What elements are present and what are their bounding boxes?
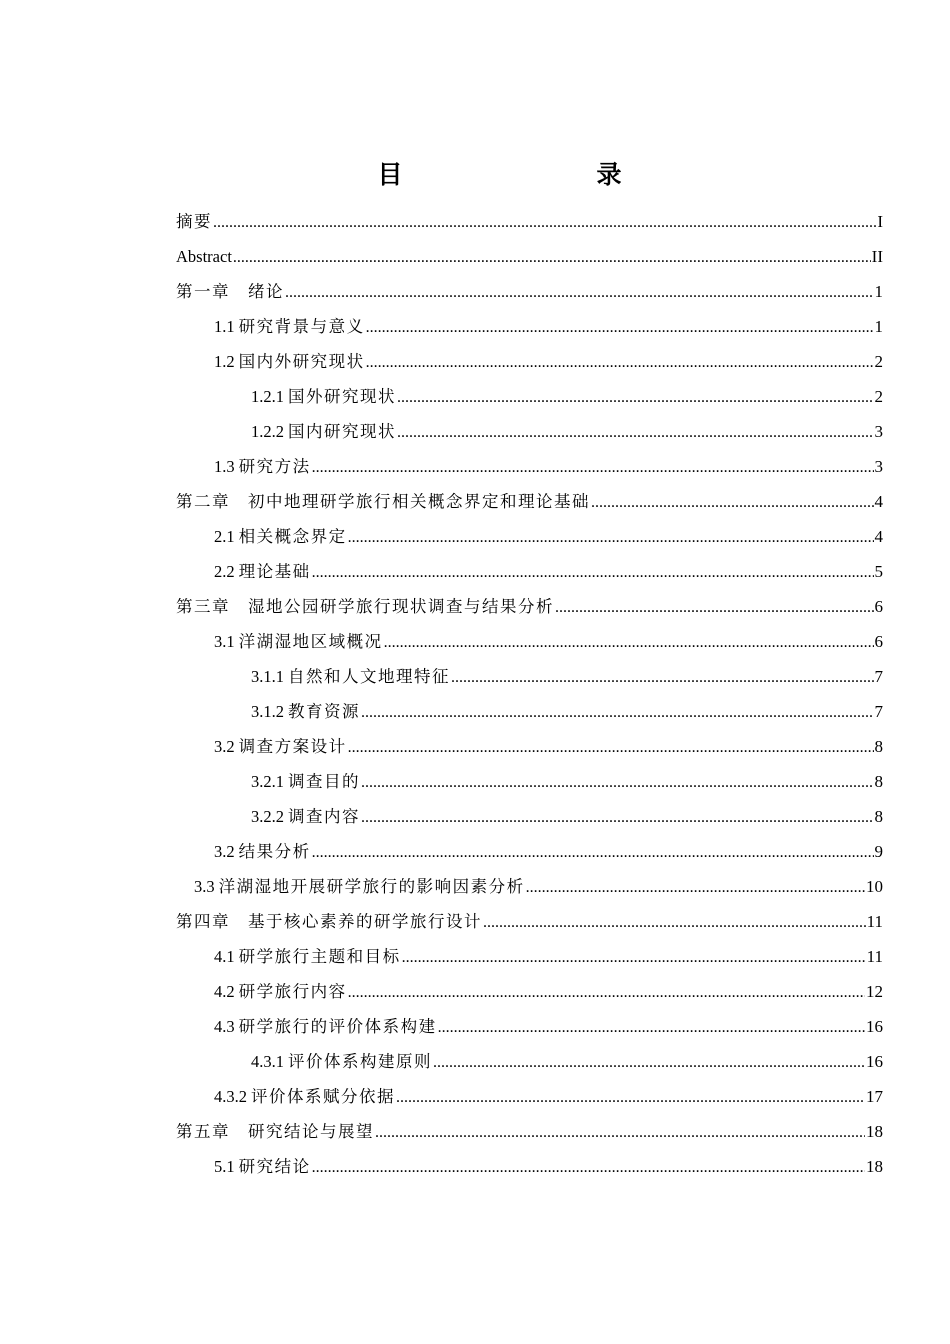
toc-entry[interactable]	[0, 449, 950, 484]
toc-entry-text: Abstract	[176, 246, 232, 266]
toc-page-number: 8	[874, 806, 883, 826]
toc-entry-number: 3.2	[214, 736, 235, 756]
toc-page-number: 8	[874, 771, 883, 791]
toc-entry[interactable]	[0, 939, 950, 974]
toc-entry-label	[214, 1157, 311, 1177]
toc-entry-number: 4.2	[214, 981, 235, 1001]
toc-entry[interactable]	[0, 239, 950, 274]
toc-page-number: 11	[866, 946, 883, 966]
toc-page-number: 6	[874, 596, 883, 616]
toc-page-number: I	[877, 211, 883, 231]
toc-entry-label	[214, 352, 365, 372]
toc-entry-label	[214, 842, 311, 862]
toc-dot-leader	[433, 1053, 865, 1073]
toc-entry-text: 评价体系构建原则	[288, 1051, 432, 1071]
toc-page-number: 2	[874, 386, 883, 406]
toc-dot-leader	[312, 563, 874, 583]
toc-entry-number: 1.3	[214, 456, 235, 476]
toc-entry[interactable]	[0, 764, 950, 799]
toc-dot-leader	[233, 248, 871, 268]
toc-page-number: 2	[874, 351, 883, 371]
toc-entry-label	[176, 912, 482, 932]
toc-entry[interactable]	[0, 204, 950, 239]
toc-entry[interactable]	[0, 379, 950, 414]
toc-page-number: 1	[874, 316, 883, 336]
toc-entry-text: 第五章 研究结论与展望	[176, 1121, 374, 1141]
toc-entry-label	[176, 282, 284, 302]
toc-page-number: 4	[874, 526, 883, 546]
toc-entry-text: 国外研究现状	[288, 386, 396, 406]
toc-entry-label	[251, 422, 396, 442]
toc-entry-text: 摘要	[176, 211, 212, 231]
toc-entry-text: 研究方法	[238, 456, 311, 476]
toc-dot-leader	[348, 528, 874, 548]
toc-entry[interactable]	[0, 624, 950, 659]
toc-dot-leader	[285, 283, 874, 303]
toc-page-number: 18	[866, 1121, 883, 1141]
toc-page-number: 6	[874, 631, 883, 651]
toc-entry[interactable]	[0, 799, 950, 834]
toc-entry-label	[214, 457, 311, 477]
toc-page-number: 11	[866, 911, 883, 931]
toc-entry-label	[194, 877, 525, 897]
toc-entry-label	[251, 1052, 432, 1072]
toc-entry-label	[214, 527, 347, 547]
toc-entry-text: 研学旅行主题和目标	[238, 946, 401, 966]
toc-entry-label	[251, 667, 450, 687]
toc-entry-label	[214, 982, 347, 1002]
toc-page-number: 8	[874, 736, 883, 756]
toc-entry-label	[176, 212, 212, 232]
toc-dot-leader	[366, 353, 874, 373]
toc-entry-text: 调查目的	[288, 771, 360, 791]
toc-entry-number: 1.2.1	[251, 386, 284, 406]
toc-dot-leader	[375, 1123, 865, 1143]
toc-entry[interactable]	[0, 834, 950, 869]
toc-page-number: 4	[874, 491, 883, 511]
toc-list	[0, 204, 950, 1184]
toc-entry-text: 洋湖湿地区域概况	[238, 631, 383, 651]
toc-entry[interactable]	[0, 554, 950, 589]
toc-page-number: 17	[866, 1086, 883, 1106]
toc-entry-number: 1.2	[214, 351, 235, 371]
toc-entry[interactable]	[0, 484, 950, 519]
toc-entry-label	[214, 947, 401, 967]
toc-entry[interactable]	[0, 344, 950, 379]
toc-entry[interactable]	[0, 1114, 950, 1149]
toc-entry-label	[251, 702, 360, 722]
toc-entry-label	[214, 562, 311, 582]
toc-dot-leader	[402, 948, 866, 968]
toc-entry-label	[214, 632, 383, 652]
toc-page-number: 3	[874, 456, 883, 476]
toc-page-number: 16	[866, 1016, 883, 1036]
toc-entry[interactable]	[0, 1079, 950, 1114]
toc-entry-label	[214, 737, 347, 757]
toc-entry[interactable]	[0, 519, 950, 554]
toc-entry-text: 理论基础	[238, 561, 311, 581]
toc-entry-number: 3.2.2	[251, 806, 284, 826]
toc-dot-leader	[397, 423, 874, 443]
toc-dot-leader	[384, 633, 874, 653]
toc-entry-label	[176, 1122, 374, 1142]
toc-entry-text: 国内研究现状	[288, 421, 396, 441]
toc-entry-label	[251, 807, 360, 827]
toc-entry-text: 调查内容	[288, 806, 360, 826]
toc-entry-number: 4.1	[214, 946, 235, 966]
toc-entry[interactable]	[0, 1009, 950, 1044]
toc-dot-leader	[361, 773, 874, 793]
toc-entry-number: 4.3	[214, 1016, 235, 1036]
toc-entry-text: 调查方案设计	[238, 736, 347, 756]
toc-page-number: 7	[874, 701, 883, 721]
toc-page-number: II	[871, 246, 883, 266]
toc-entry-number: 3.1.2	[251, 701, 284, 721]
toc-entry[interactable]	[0, 869, 950, 904]
toc-dot-leader	[312, 458, 874, 478]
toc-entry-number: 2.1	[214, 526, 235, 546]
toc-entry-text: 第三章 湿地公园研学旅行现状调查与结果分析	[176, 596, 554, 616]
toc-dot-leader	[312, 843, 874, 863]
toc-entry-number: 4.3.1	[251, 1051, 284, 1071]
toc-dot-leader	[438, 1018, 865, 1038]
toc-entry-number: 5.1	[214, 1156, 235, 1176]
toc-entry-number: 3.2	[214, 841, 235, 861]
toc-page-number: 1	[874, 281, 883, 301]
toc-dot-leader	[397, 388, 874, 408]
toc-page-number: 9	[874, 841, 883, 861]
toc-entry-label	[176, 492, 590, 512]
toc-entry-text: 自然和人文地理特征	[288, 666, 450, 686]
toc-page-number: 10	[866, 876, 883, 896]
toc-entry-text: 研究背景与意义	[238, 316, 365, 336]
toc-dot-leader	[396, 1088, 865, 1108]
toc-entry-number: 1.1	[214, 316, 235, 336]
toc-entry-text: 洋湖湿地开展研学旅行的影响因素分析	[218, 876, 525, 896]
toc-entry-label	[176, 597, 554, 617]
toc-entry-label	[214, 1017, 437, 1037]
toc-dot-leader	[348, 983, 865, 1003]
toc-page-number: 5	[874, 561, 883, 581]
toc-entry[interactable]	[0, 1044, 950, 1079]
toc-page-number: 16	[866, 1051, 883, 1071]
toc-entry-label	[251, 387, 396, 407]
toc-dot-leader	[555, 598, 874, 618]
toc-page-number: 12	[866, 981, 883, 1001]
toc-entry[interactable]	[0, 904, 950, 939]
toc-entry-text: 第一章 绪论	[176, 281, 284, 301]
toc-entry-text: 国内外研究现状	[238, 351, 365, 371]
toc-entry-text: 评价体系赋分依据	[251, 1086, 395, 1106]
toc-entry[interactable]	[0, 309, 950, 344]
toc-dot-leader	[451, 668, 874, 688]
toc-dot-leader	[348, 738, 874, 758]
toc-dot-leader	[361, 808, 874, 828]
toc-dot-leader	[591, 493, 874, 513]
toc-entry[interactable]	[0, 729, 950, 764]
toc-entry-label	[176, 247, 232, 267]
toc-entry[interactable]	[0, 974, 950, 1009]
toc-page-number: 18	[866, 1156, 883, 1176]
toc-entry[interactable]	[0, 659, 950, 694]
toc-dot-leader	[483, 913, 866, 933]
toc-entry[interactable]	[0, 274, 950, 309]
toc-entry-number: 3.2.1	[251, 771, 284, 791]
toc-entry-number: 3.3	[194, 876, 215, 896]
toc-entry[interactable]	[0, 589, 950, 624]
toc-dot-leader	[526, 878, 865, 898]
toc-entry-number: 2.2	[214, 561, 235, 581]
toc-dot-leader	[213, 213, 876, 233]
toc-page-number: 3	[874, 421, 883, 441]
toc-entry-text: 研学旅行内容	[238, 981, 347, 1001]
toc-entry[interactable]	[0, 694, 950, 729]
toc-dot-leader	[312, 1158, 865, 1178]
toc-entry-label	[214, 1087, 395, 1107]
toc-entry-number: 3.1.1	[251, 666, 284, 686]
toc-entry-text: 第四章 基于核心素养的研学旅行设计	[176, 911, 482, 931]
toc-entry-text: 教育资源	[288, 701, 360, 721]
toc-dot-leader	[361, 703, 874, 723]
toc-page-number: 7	[874, 666, 883, 686]
toc-entry-text: 结果分析	[238, 841, 311, 861]
toc-entry-label	[214, 317, 365, 337]
toc-entry[interactable]	[0, 414, 950, 449]
toc-entry-text: 研究结论	[238, 1156, 311, 1176]
toc-entry-text: 研学旅行的评价体系构建	[238, 1016, 437, 1036]
toc-entry-text: 第二章 初中地理研学旅行相关概念界定和理论基础	[176, 491, 590, 511]
toc-title: 目 录	[377, 160, 670, 189]
toc-entry[interactable]	[0, 1149, 950, 1184]
toc-dot-leader	[366, 318, 874, 338]
toc-entry-number: 3.1	[214, 631, 235, 651]
toc-entry-number: 4.3.2	[214, 1086, 247, 1106]
toc-entry-number: 1.2.2	[251, 421, 284, 441]
toc-entry-label	[251, 772, 360, 792]
toc-entry-text: 相关概念界定	[238, 526, 347, 546]
